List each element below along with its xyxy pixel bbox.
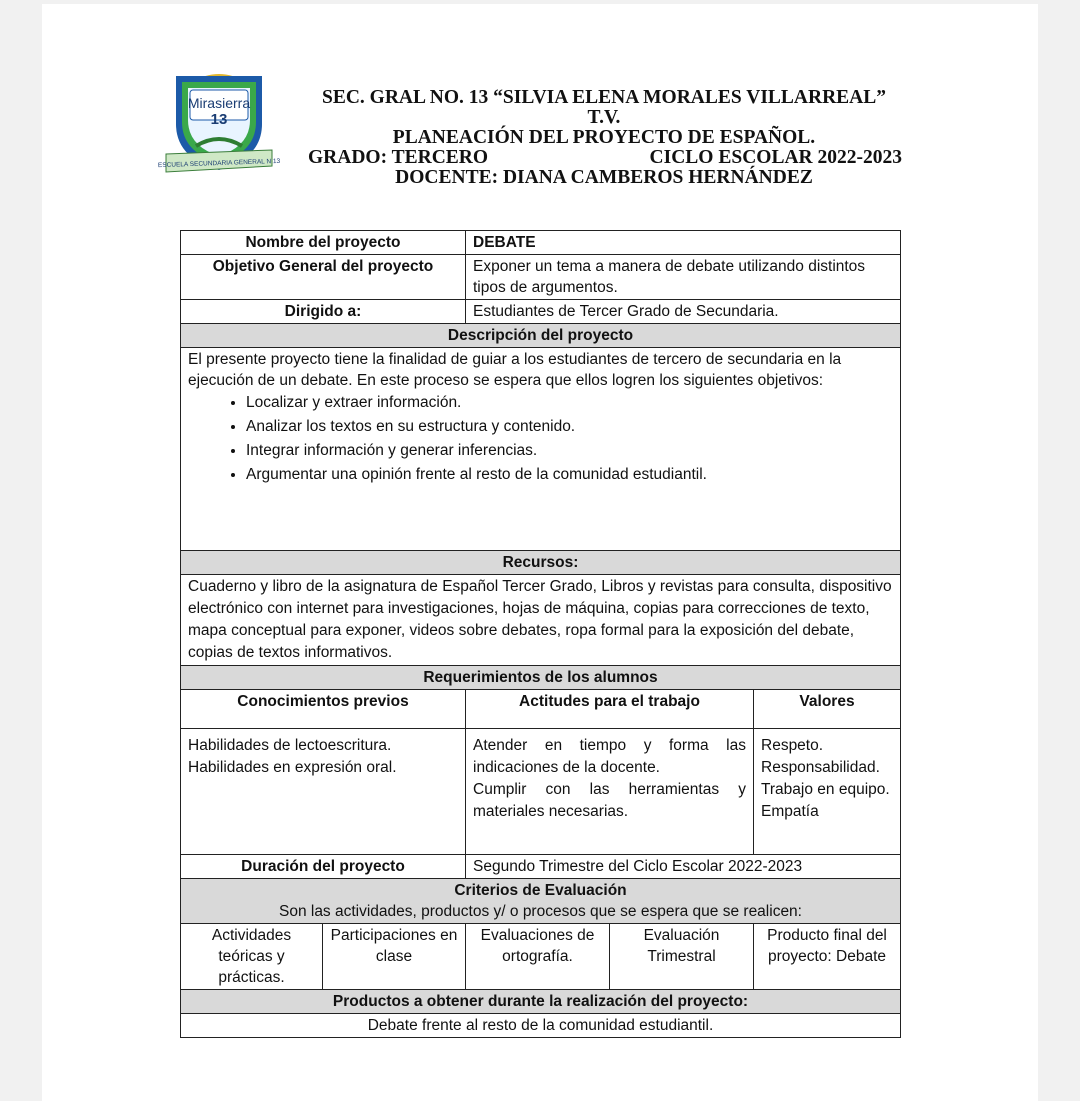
list-item: • Analizar los textos en su estructura y contenido. [246, 416, 893, 437]
project-name-row [181, 231, 901, 255]
criteria-item: Evaluación Trimestral [610, 924, 754, 990]
col-knowledge: Conocimientos previos [181, 690, 466, 729]
project-name-value: DEBATE [466, 231, 901, 255]
list-item: • Localizar y extraer información. [246, 392, 893, 413]
criteria-item: Actividades teóricas y prácticas. [181, 924, 323, 990]
resources-row [181, 575, 901, 666]
attitude-item: Atender en tiempo y forma las indicaciones de la docente. [473, 737, 746, 776]
cycle-label: CICLO ESCOLAR 2022-2023 [649, 147, 902, 168]
svg-text:13: 13 [210, 111, 228, 128]
resources-text: Cuaderno y libro de la asignatura de Español Tercer Grado, Libros y revistas para consulta, dispositivo electrónico con internet para investigaciones, hojas de máquina, copias para correcciones de texto, mapa conceptual para exponer, videos sobre debates, ropa formal para la exposición del debate, copias de textos informativos. [181, 575, 901, 666]
objective-row [181, 255, 901, 300]
values-cell [754, 729, 901, 855]
criteria-header: Criterios de Evaluación [454, 882, 627, 899]
products-value: Debate frente al resto de la comunidad estudiantil. [181, 1014, 901, 1038]
products-header: Productos a obtener durante la realización del proyecto: [181, 990, 901, 1014]
svg-text:ESCUELA SECUNDARIA GENERAL N 1: ESCUELA SECUNDARIA GENERAL N 13 [157, 157, 281, 170]
requirements-content-row [181, 729, 901, 855]
requirements-header-row [181, 666, 901, 690]
col-values: Valores [754, 690, 901, 729]
value-item: Empatía [761, 803, 819, 820]
school-logo-icon [157, 62, 281, 192]
criteria-item: Producto final del proyecto: Debate [754, 924, 901, 990]
list-item: • Integrar información y generar inferencias. [246, 440, 893, 461]
grade-label: GRADO: TERCERO [308, 147, 489, 168]
description-row [181, 348, 901, 551]
document-header [304, 88, 904, 188]
duration-label: Duración del proyecto [181, 855, 466, 879]
value-item: Respeto. [761, 737, 824, 754]
attitude-item: Cumplir con las herramientas y materiales necesarias. [473, 781, 746, 820]
criteria-item: Participaciones en clase [323, 924, 466, 990]
description-header-row [181, 324, 901, 348]
description-text: El presente proyecto tiene la finalidad de guiar a los estudiantes de tercero de secundaria en la ejecución de un debate. En este proceso se espera que ellos logren los siguientes objetivos: [188, 351, 842, 389]
teacher-label: DOCENTE: DIANA CAMBEROS HERNÁNDEZ [395, 167, 813, 188]
plan-title: PLANEACIÓN DEL PROYECTO DE ESPAÑOL. [392, 127, 816, 148]
criteria-header-row [181, 879, 901, 924]
knowledge-cell [181, 729, 466, 855]
audience-value: Estudiantes de Tercer Grado de Secundaria. [466, 300, 901, 324]
school-name: SEC. GRAL NO. 13 “SILVIA ELENA MORALES VILLARREAL” T.V. [321, 87, 887, 128]
description-header: Descripción del proyecto [181, 324, 901, 348]
criteria-item: Evaluaciones de ortografía. [466, 924, 610, 990]
resources-header: Recursos: [181, 551, 901, 575]
list-item: • Argumentar una opinión frente al resto de la comunidad estudiantil. [246, 464, 893, 485]
resources-header-row [181, 551, 901, 575]
value-item: Trabajo en equipo. [761, 781, 890, 798]
audience-label: Dirigido a: [181, 300, 466, 324]
criteria-header-cell [181, 879, 901, 924]
products-row [181, 1014, 901, 1038]
requirements-header: Requerimientos de los alumnos [181, 666, 901, 690]
col-attitudes: Actitudes para el trabajo [466, 690, 754, 729]
objectives-list [188, 392, 893, 485]
document-page [42, 4, 1038, 1101]
products-header-row [181, 990, 901, 1014]
objective-label: Objetivo General del proyecto [181, 255, 466, 300]
project-name-label: Nombre del proyecto [181, 231, 466, 255]
duration-value: Segundo Trimestre del Ciclo Escolar 2022-2023 [466, 855, 901, 879]
value-item: Responsabilidad. [761, 759, 880, 776]
criteria-subtitle: Son las actividades, productos y/ o procesos que se espera que se realicen: [278, 903, 802, 920]
criteria-row [181, 924, 901, 990]
svg-text:Mirasierra: Mirasierra [187, 95, 251, 111]
requirements-columns-row [181, 690, 901, 729]
description-cell [181, 348, 901, 551]
audience-row [181, 300, 901, 324]
project-plan-table [180, 230, 901, 1038]
duration-row [181, 855, 901, 879]
knowledge-item: Habilidades de lectoescritura. [188, 737, 392, 754]
attitudes-cell [466, 729, 754, 855]
knowledge-item: Habilidades en expresión oral. [188, 759, 397, 776]
objective-value: Exponer un tema a manera de debate utilizando distintos tipos de argumentos. [466, 255, 901, 300]
